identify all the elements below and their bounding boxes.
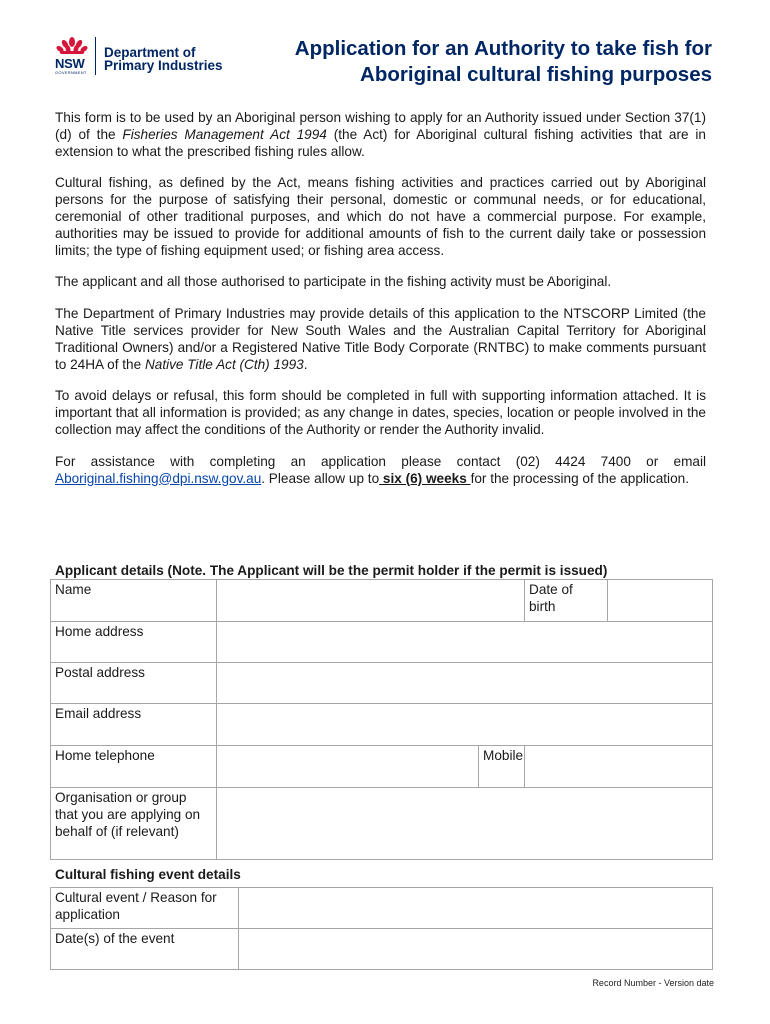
applicant-details-table (50, 579, 713, 860)
intro-paragraph-1: This form is to be used by an Aboriginal person wishing to apply for an Authority issued under Section 37(1)(d) of the Fisheries Management Act 1994 (the Act) for Aboriginal cultural fishing activities that are in extension to what the prescribed fishing rules allow. (55, 110, 706, 159)
applicant-details-heading: Applicant details (Note. The Applicant will be the permit holder if the permit is issued) (55, 563, 608, 578)
contact-email-link[interactable]: Aboriginal.fishing@dpi.nsw.gov.au (55, 470, 262, 486)
mobile-field[interactable] (525, 746, 713, 788)
postal-address-label: Postal address (51, 663, 217, 704)
email-address-label: Email address (51, 704, 217, 746)
event-reason-field[interactable] (239, 888, 713, 929)
intro-paragraph-5: To avoid delays or refusal, this form should be completed in full with supporting information attached. It is important that all information is provided; as any change in dates, species, location or people involved in the collection may affect the conditions of the Authority or render the Authority invalid. (55, 388, 706, 437)
mobile-label: Mobile (479, 746, 525, 788)
home-address-field[interactable] (217, 622, 713, 663)
government-wordmark: GOVERNMENT (55, 70, 87, 75)
intro-paragraph-2: Cultural fishing, as defined by the Act, means fishing activities and practices carried out by Aboriginal persons for the purpose of satisfying their personal, domestic or communal needs, or for educational, ceremonial of other traditional purposes, and which do not have a commercial purpose. For example, authorities may be issued to provide for additional amounts of fish to the current daily take or possession limits; the type of fishing equipment used; or fishing area access. (55, 175, 706, 258)
processing-time: six (6) weeks (379, 470, 471, 486)
event-dates-field[interactable] (239, 929, 713, 970)
dob-field[interactable] (608, 580, 713, 622)
event-details-heading: Cultural fishing event details (55, 867, 241, 882)
fisheries-act-title: Fisheries Management Act 1994 (122, 126, 327, 142)
name-field[interactable] (217, 580, 525, 622)
title-line-2: Aboriginal cultural fishing purposes (360, 63, 712, 86)
home-address-label: Home address (51, 622, 217, 663)
event-details-table (50, 887, 713, 970)
native-title-act-title: Native Title Act (Cth) 1993 (144, 356, 304, 372)
home-telephone-label: Home telephone (51, 746, 217, 788)
event-reason-label: Cultural event / Reason for application (51, 888, 239, 929)
postal-address-field[interactable] (217, 663, 713, 704)
department-line-1: Department of (104, 45, 196, 60)
nsw-wordmark: NSW (55, 56, 85, 71)
event-dates-label: Date(s) of the event (51, 929, 239, 970)
intro-paragraph-6: For assistance with completing an application please contact (02) 4424 7400 or email Aboriginal.fishing@dpi.nsw.gov.au. Please allow up to six (6) weeks for the processing of the application. (55, 453, 706, 486)
intro-paragraph-3: The applicant and all those authorised to participate in the fishing activity must be Aboriginal. (55, 274, 612, 290)
organisation-field[interactable] (217, 788, 713, 860)
organisation-label: Organisation or group that you are applying on behalf of (if relevant) (51, 788, 217, 860)
page-title (192, 36, 712, 88)
home-telephone-field[interactable] (217, 746, 479, 788)
logo-divider (95, 37, 96, 75)
record-number-footer: Record Number - Version date (592, 978, 714, 988)
intro-text (55, 110, 706, 502)
name-label: Name (51, 580, 217, 622)
dob-label: Date of birth (525, 580, 608, 622)
department-line-2: Primary Industries (104, 58, 223, 73)
intro-paragraph-4: The Department of Primary Industries may provide details of this application to the NTSCORP Limited (the Native Title services provider for New South Wales and the Australian Capital Territory for Aboriginal Traditional Owners) and/or a Registered Native Title Body Corporate (RNTBC) to make comments pursuant to 24HA of the Native Title Act (Cth) 1993. (55, 306, 706, 372)
email-address-field[interactable] (217, 704, 713, 746)
title-line-1: Application for an Authority to take fish for (294, 37, 712, 60)
